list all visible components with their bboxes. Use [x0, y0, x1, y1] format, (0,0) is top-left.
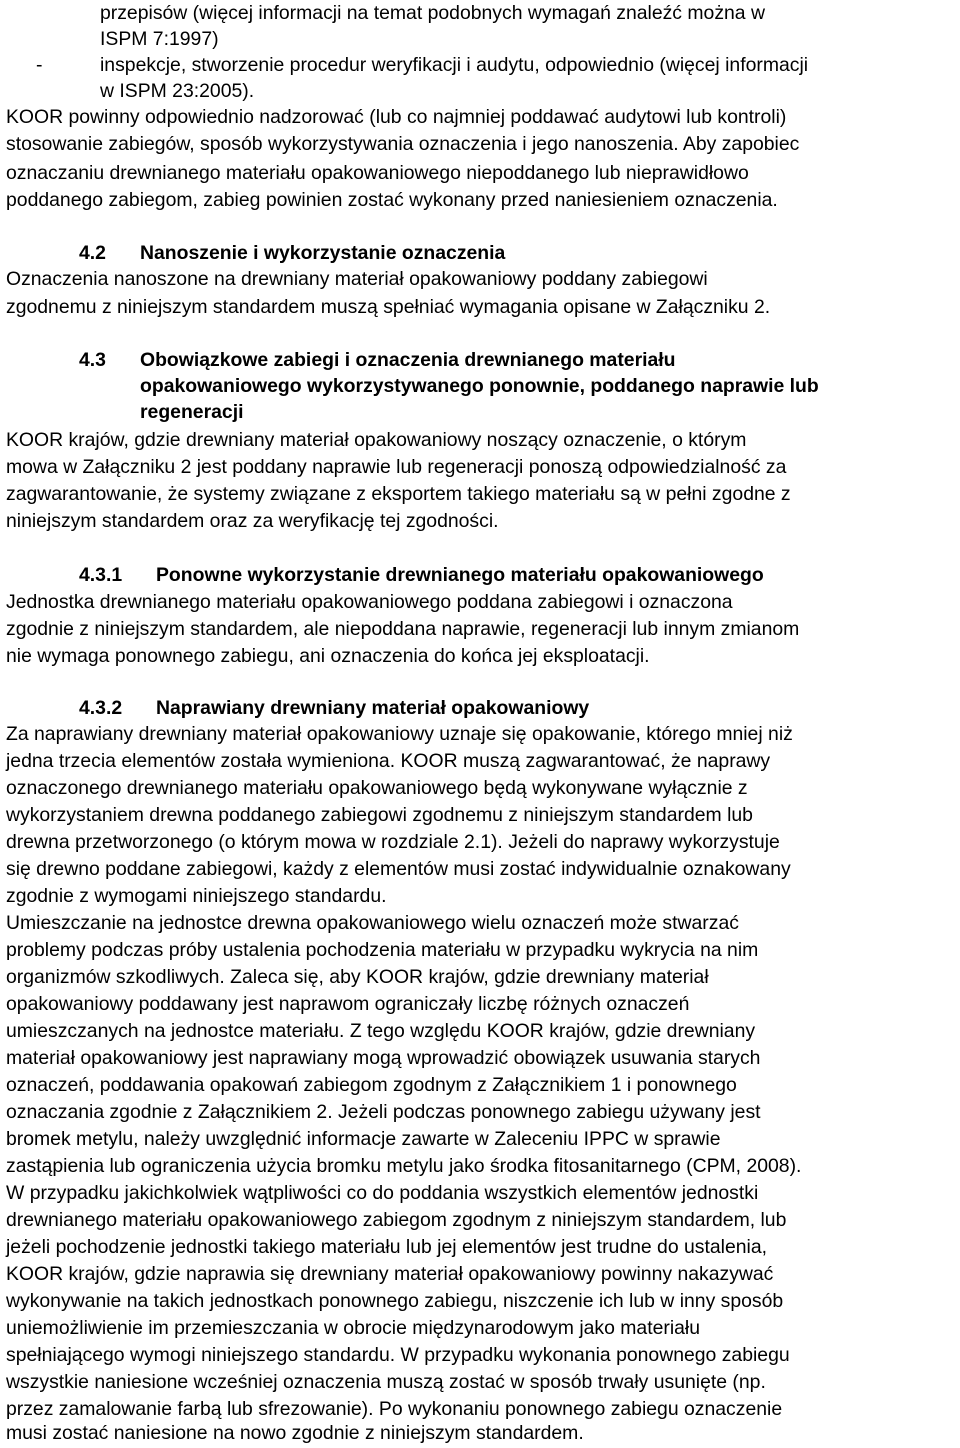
section-heading: Nanoszenie i wykorzystanie oznaczenia — [140, 242, 506, 264]
paragraph-line: jedna trzecia elementów została wymieniona. KOOR muszą zagwarantować, że naprawy — [6, 750, 771, 772]
paragraph-line: KOOR krajów, gdzie drewniany materiał opakowaniowy noszący oznaczenie, o którym — [6, 429, 747, 451]
paragraph-line: zagwarantowanie, że systemy związane z eksportem takiego materiału są w pełni zgodne z — [6, 483, 791, 505]
paragraph-line: oznaczonego drewnianego materiału opakowaniowego będą wykonywane wyłącznie z — [6, 777, 748, 799]
paragraph-line: problemy podczas próby ustalenia pochodzenia materiału w przypadku wykrycia na nim — [6, 939, 759, 961]
paragraph-line: umieszczanych na jednostce materiału. Z tego względu KOOR krajów, gdzie drewniany — [6, 1020, 756, 1042]
paragraph-line: materiał opakowaniowy jest naprawiany mogą wprowadzić obowiązek usuwania starych — [6, 1047, 761, 1069]
list-item-text: w ISPM 23:2005). — [100, 80, 255, 102]
paragraph-line: wykonywanie na takich jednostkach ponownego zabiegu, niszczenie ich lub w inny sposób — [6, 1290, 784, 1312]
paragraph-line: KOOR powinny odpowiednio nadzorować (lub co najmniej poddawać audytowi lub kontroli) — [6, 106, 787, 128]
paragraph-line: zgodnemu z niniejszym standardem muszą spełniać wymagania opisane w Załączniku 2. — [6, 296, 771, 318]
section-heading: regeneracji — [140, 401, 244, 423]
paragraph-line: przez zamalowanie farbą lub sfrezowanie). Po wykonaniu ponownego zabiegu oznaczenie — [6, 1398, 783, 1420]
paragraph-line: oznaczania zgodnie z Załącznikiem 2. Jeżeli podczas ponownego zabiegu używany jest — [6, 1101, 761, 1123]
paragraph-line: oznaczaniu drewnianego materiału opakowaniowego niepoddanego lub nieprawidłowo — [6, 162, 749, 184]
paragraph-line: nie wymaga ponownego zabiegu, ani oznaczenia do końca jej eksploatacji. — [6, 645, 650, 667]
list-item-text: ISPM 7:1997) — [100, 28, 219, 50]
paragraph-line: uniemożliwienie im przemieszczania w obrocie międzynarodowym jako materiału — [6, 1317, 701, 1339]
paragraph-line: oznaczeń, poddawania opakowań zabiegom zgodnym z Załącznikiem 1 i ponownego — [6, 1074, 737, 1096]
paragraph-line: Oznaczenia nanoszone na drewniany materiał opakowaniowy poddany zabiegowi — [6, 268, 708, 290]
paragraph-line: zgodnie z niniejszym standardem, ale niepoddana naprawie, regeneracji lub innym zmianom — [6, 618, 800, 640]
paragraph-line: Jednostka drewnianego materiału opakowaniowego poddana zabiegowi i oznaczona — [6, 591, 733, 613]
paragraph-line: jeżeli pochodzenie jednostki takiego materiału lub jej elementów jest trudne do ustalenia, — [6, 1236, 768, 1258]
paragraph-line: zgodnie z wymogami niniejszego standardu. — [6, 885, 387, 907]
paragraph-line: zastąpienia lub ograniczenia użycia bromku metylu jako środka fitosanitarnego (CPM, 2008). — [6, 1155, 802, 1177]
paragraph-line: niniejszym standardem oraz za weryfikację tej zgodności. — [6, 510, 499, 532]
paragraph-line: Umieszczanie na jednostce drewna opakowaniowego wielu oznaczeń może stwarzać — [6, 912, 739, 934]
paragraph-line: poddanego zabiegom, zabieg powinien zostać wykonany przed naniesieniem oznaczenia. — [6, 189, 778, 211]
paragraph-line: wykorzystaniem drewna poddanego zabiegowi zgodnemu z niniejszym standardem lub — [6, 804, 753, 826]
list-item-text: przepisów (więcej informacji na temat podobnych wymagań znaleźć można w — [100, 2, 765, 24]
paragraph-line: bromek metylu, należy uwzględnić informacje zawarte w Zaleceniu IPPC w sprawie — [6, 1128, 721, 1150]
paragraph-line: Za naprawiany drewniany materiał opakowaniowy uznaje się opakowanie, którego mniej niż — [6, 723, 793, 745]
list-bullet: - — [36, 54, 43, 76]
section-number: 4.2 — [79, 242, 106, 264]
paragraph-line: KOOR krajów, gdzie naprawia się drewniany materiał opakowaniowy powinny nakazywać — [6, 1263, 774, 1285]
section-heading: Naprawiany drewniany materiał opakowaniowy — [156, 697, 590, 719]
section-number: 4.3.1 — [79, 564, 123, 586]
section-heading: opakowaniowego wykorzystywanego ponownie, poddanego naprawie lub — [140, 375, 819, 397]
paragraph-line: W przypadku jakichkolwiek wątpliwości co do poddania wszystkich elementów jednostki — [6, 1182, 759, 1204]
paragraph-line: organizmów szkodliwych. Zaleca się, aby KOOR krajów, gdzie drewniany materiał — [6, 966, 709, 988]
paragraph-line: musi zostać naniesione na nowo zgodnie z niniejszym standardem. — [6, 1422, 584, 1444]
section-heading: Ponowne wykorzystanie drewnianego materiału opakowaniowego — [156, 564, 764, 586]
paragraph-line: mowa w Załączniku 2 jest poddany naprawie lub regeneracji ponoszą odpowiedzialność za — [6, 456, 787, 478]
section-number: 4.3 — [79, 349, 106, 371]
paragraph-line: drewna przetworzonego (o którym mowa w rozdziale 2.1). Jeżeli do naprawy wykorzystuje — [6, 831, 780, 853]
paragraph-line: się drewno poddane zabiegowi, każdy z elementów musi zostać indywidualnie oznakowany — [6, 858, 791, 880]
section-number: 4.3.2 — [79, 697, 123, 719]
paragraph-line: stosowanie zabiegów, sposób wykorzystywania oznaczenia i jego nanoszenia. Aby zapobiec — [6, 133, 800, 155]
section-heading: Obowiązkowe zabiegi i oznaczenia drewnianego materiału — [140, 349, 676, 371]
paragraph-line: opakowaniowy poddawany jest naprawom ograniczały liczbę różnych oznaczeń — [6, 993, 690, 1015]
paragraph-line: drewnianego materiału opakowaniowego zabiegom zgodnym z niniejszym standardem, lub — [6, 1209, 787, 1231]
list-item-text: inspekcje, stworzenie procedur weryfikacji i audytu, odpowiednio (więcej informacji — [100, 54, 809, 76]
paragraph-line: spełniającego wymogi niniejszego standardu. W przypadku wykonania ponownego zabiegu — [6, 1344, 790, 1366]
paragraph-line: wszystkie naniesione wcześniej oznaczenia muszą zostać w sposób trwały usunięte (np. — [6, 1371, 766, 1393]
